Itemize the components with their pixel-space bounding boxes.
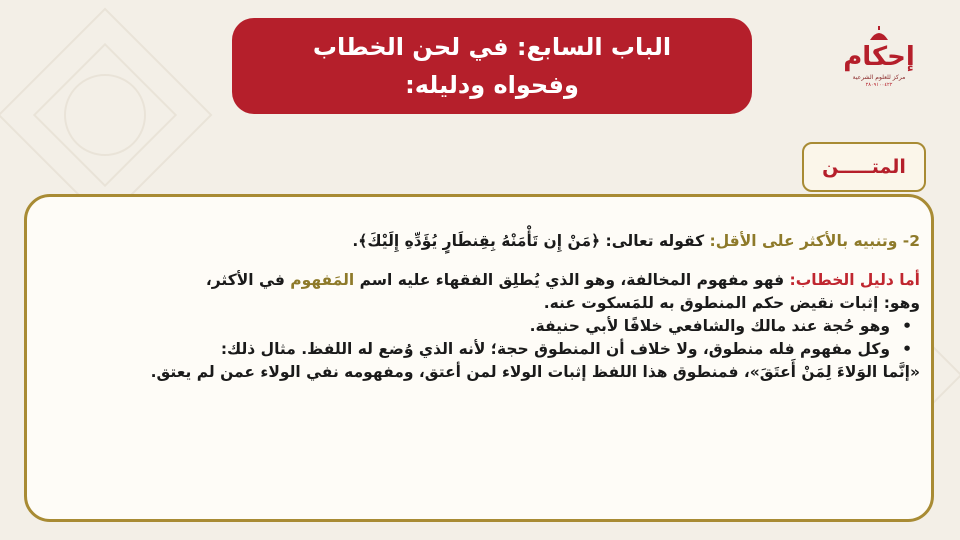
title-banner bbox=[232, 18, 752, 114]
paragraph-example: «إنَّما الوَلاءَ لِمَنْ أَعتَقَ»، فمنطوق هذا اللفظ إثبات الولاء لمن أعتق، ومفهومه نفي الولاء عمن لم يعتق. bbox=[150, 363, 920, 381]
logo-subtitle: مركز للعلوم الشرعية bbox=[852, 74, 906, 81]
title-line-2: وفحواه ودليله: bbox=[405, 71, 579, 99]
definition-text-a: فهو مفهوم المخالفة، وهو الذي يُطلِق الفقهاء عليه اسم bbox=[354, 271, 785, 289]
point-heading: وتنبيه بالأكثر على الأقل: bbox=[704, 232, 898, 250]
definition-heading: أما دليل الخطاب: bbox=[784, 271, 920, 289]
paragraph-meaning: وهو: إثبات نقيض حكم المنطوق به للمَسكوت عنه. bbox=[543, 294, 920, 312]
bullet-list bbox=[40, 315, 920, 361]
definition-text-b: في الأكثر، bbox=[205, 271, 291, 289]
paragraph-point-2 bbox=[40, 230, 920, 253]
mosque-dome-icon bbox=[864, 26, 894, 40]
logo bbox=[843, 26, 915, 96]
definition-highlight: المَفهوم bbox=[290, 271, 355, 289]
title-line-1: الباب السابع: في لحن الخطاب bbox=[312, 33, 672, 61]
list-item: • وكل مفهوم فله منطوق، ولا خلاف أن المنطوق حجة؛ لأنه الذي وُضع له اللفظ. مثال ذلك: bbox=[40, 338, 920, 361]
text-body bbox=[40, 230, 920, 384]
paragraph-definition bbox=[40, 269, 920, 292]
point-text: كقوله تعالى: ﴿مَنْ إِن تَأْمَنْهُ بِقِنطَارٍ يُؤَدِّهِ إِلَيْكَ﴾. bbox=[352, 232, 705, 250]
section-tab bbox=[802, 142, 926, 192]
logo-phone: ٢٨٠٩١٠٠٤٢٢ bbox=[865, 82, 893, 88]
section-tab-label: المتـــــن bbox=[822, 156, 906, 178]
logo-wordmark: إحكام bbox=[843, 42, 915, 72]
list-item: • وهو حُجة عند مالك والشافعي خلافًا لأبي حنيفة. bbox=[40, 315, 920, 338]
page-title bbox=[252, 28, 732, 104]
point-number: 2- bbox=[897, 232, 920, 250]
